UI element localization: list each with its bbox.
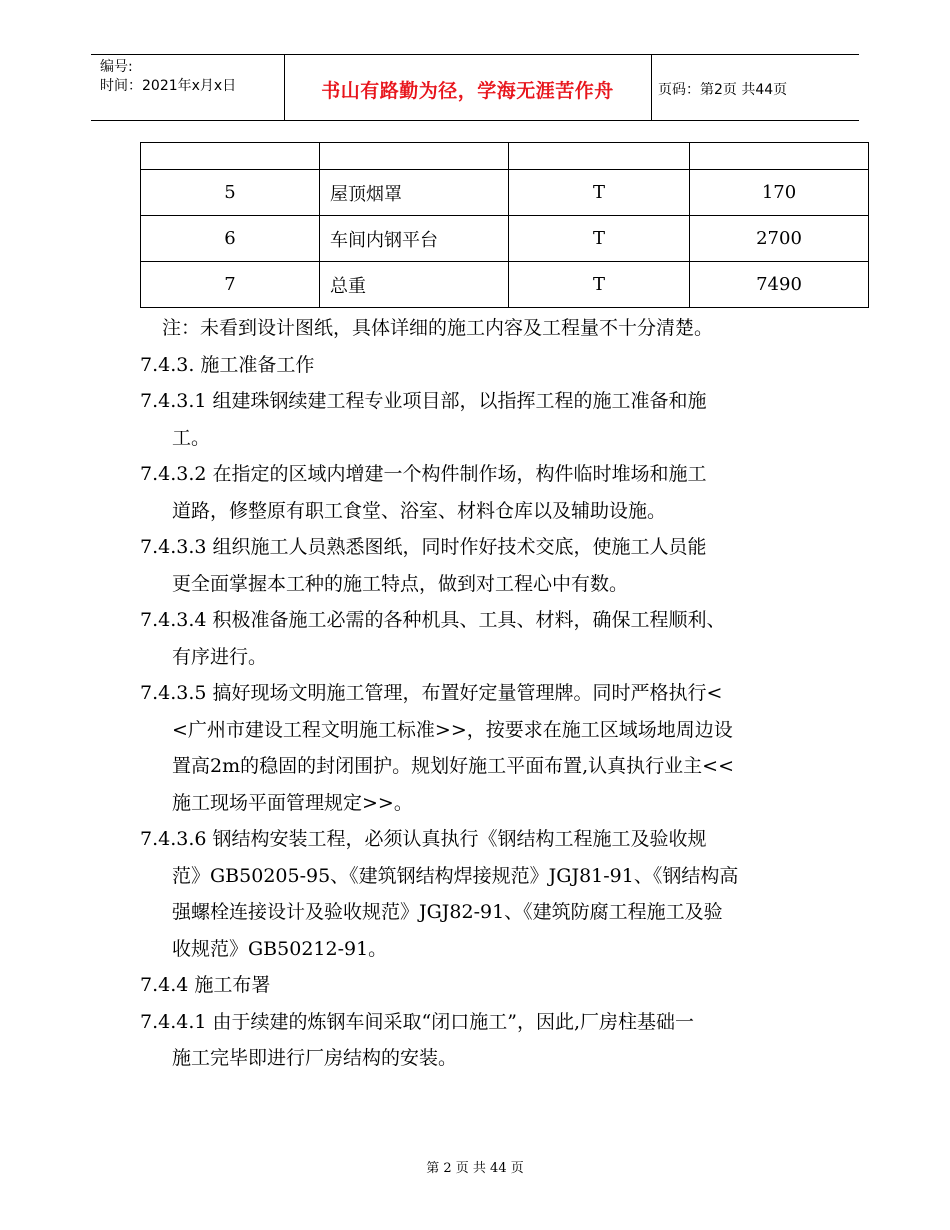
cell-name: 车间内钢平台 xyxy=(320,216,509,262)
table-note: 注：未看到设计图纸，具体详细的施工内容及工程量不十分清楚。 xyxy=(162,317,714,339)
cell-qty: 2700 xyxy=(690,216,869,262)
header-motto: 书山有路勤为径，学海无涯苦作舟 xyxy=(321,80,614,102)
cell-no: 7 xyxy=(141,262,320,308)
item-text: 7.4.3.2 在指定的区域内增建一个构件制作场，构件临时堆场和施工 xyxy=(140,463,707,485)
cell-unit xyxy=(509,143,690,170)
item-text: 置高2m的稳固的封闭围护。规划好施工平面布置,认真执行业主<< xyxy=(172,755,734,777)
cell-name xyxy=(320,143,509,170)
item-text: 施工完毕即进行厂房结构的安装。 xyxy=(172,1047,458,1069)
table-row xyxy=(141,216,869,262)
cell-no: 6 xyxy=(141,216,320,262)
item-text: 7.4.3.6 钢结构安装工程，必须认真执行《钢结构工程施工及验收规 xyxy=(140,828,707,850)
item-text: 范》GB50205-95、《建筑钢结构焊接规范》JGJ81-91、《钢结构高 xyxy=(172,864,739,887)
header-bottom-rule xyxy=(91,120,859,121)
page-footer: 第 2 页 共 44 页 xyxy=(426,1161,524,1176)
item-text: 7.4.3.4 积极准备施工必需的各种机具、工具、材料，确保工程顺利、 xyxy=(140,609,726,631)
cell-qty xyxy=(690,143,869,170)
list-item xyxy=(140,821,820,967)
item-text: 收规范》GB50212-91。 xyxy=(172,937,388,960)
list-item xyxy=(140,675,820,821)
item-text: 7.4.3.5 搞好现场文明施工管理，布置好定量管理牌。同时严格执行< xyxy=(140,682,723,704)
doc-time-label: 时间：2021年x月x日 xyxy=(100,78,237,94)
doc-code-label: 编号: xyxy=(100,59,133,75)
cell-name: 屋顶烟罩 xyxy=(320,170,509,216)
cell-name: 总重 xyxy=(320,262,509,308)
header-top-rule xyxy=(91,54,859,55)
cell-no: 5 xyxy=(141,170,320,216)
document-body xyxy=(140,310,820,1077)
item-text: 更全面掌握本工种的施工特点，做到对工程心中有数。 xyxy=(172,572,629,595)
item-text: 强螺栓连接设计及验收规范》JGJ82-91、《建筑防腐工程施工及验 xyxy=(172,901,723,923)
list-item xyxy=(140,529,820,602)
header-meta xyxy=(100,58,236,96)
cell-qty: 170 xyxy=(690,170,869,216)
item-text: 工。 xyxy=(172,426,211,449)
header-divider xyxy=(651,54,652,120)
table-row xyxy=(141,143,869,170)
item-text: 7.4.3.1 组建珠钢续建工程专业项目部，以指挥工程的施工准备和施 xyxy=(140,390,707,412)
cell-qty: 7490 xyxy=(690,262,869,308)
item-text: <广州市建设工程文明施工标准>>，按要求在施工区域场地周边设 xyxy=(172,718,733,741)
cell-unit: T xyxy=(509,262,690,308)
list-item xyxy=(140,1004,820,1077)
section-heading: 7.4.3. 施工准备工作 xyxy=(140,353,315,376)
item-text: 7.4.3.3 组织施工人员熟悉图纸，同时作好技术交底，使施工人员能 xyxy=(140,536,707,558)
table-row xyxy=(141,170,869,216)
quantity-table xyxy=(140,142,869,308)
cell-no xyxy=(141,143,320,170)
list-item xyxy=(140,456,820,529)
header-page-number: 页码：第2页 共44页 xyxy=(658,82,788,98)
item-text: 施工现场平面管理规定>>。 xyxy=(172,791,413,814)
item-text: 道路，修整原有职工食堂、浴室、材料仓库以及辅助设施。 xyxy=(172,499,667,522)
table-row xyxy=(141,262,869,308)
list-item xyxy=(140,383,820,456)
list-item xyxy=(140,602,820,675)
item-text: 有序进行。 xyxy=(172,645,268,668)
cell-unit: T xyxy=(509,216,690,262)
cell-unit: T xyxy=(509,170,690,216)
section-heading: 7.4.4 施工布署 xyxy=(140,974,271,996)
item-text: 7.4.4.1 由于续建的炼钢车间采取“闭口施工”，因此,厂房柱基础一 xyxy=(140,1010,694,1033)
